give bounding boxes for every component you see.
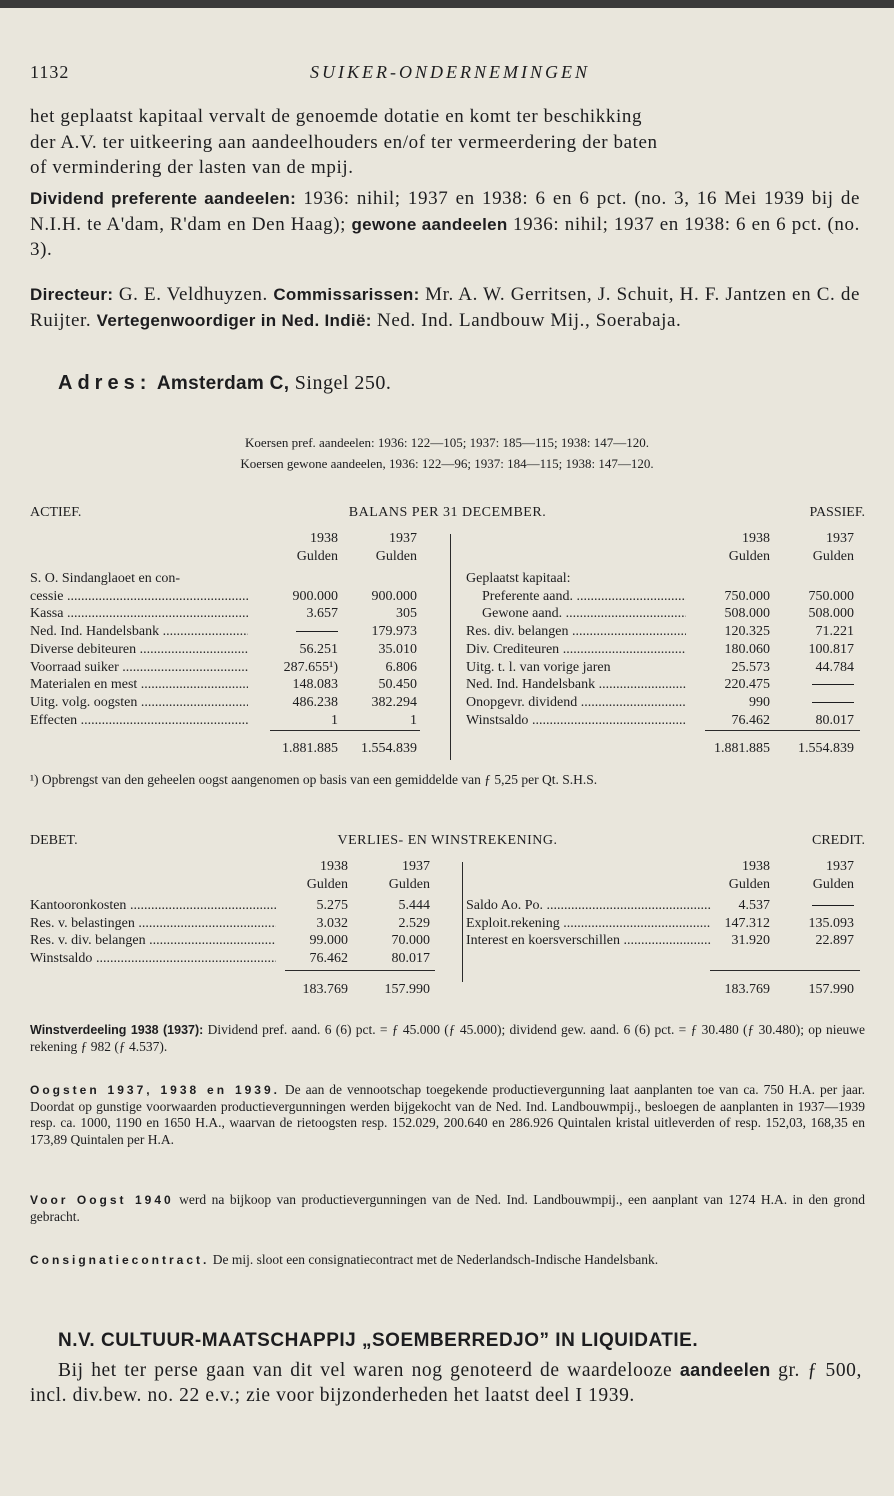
- dividend-paragraph: [30, 186, 860, 263]
- row-label: Interest en koersverschillen .....: [466, 932, 711, 949]
- running-title: SUIKER-ONDERNEMINGEN: [310, 62, 590, 82]
- oogsten-label: Oogsten 1937, 1938 en 1939.: [30, 1083, 280, 1097]
- row-value-1938: 3.032: [316, 915, 348, 931]
- row-value-1938: 99.000: [309, 933, 348, 948]
- intro-line: of vermindering der lasten van de mpij.: [30, 157, 354, 178]
- total-rule: [710, 970, 860, 971]
- row-value-1938: 31.920: [731, 933, 770, 948]
- row-label: Uitg. t. l. van vorige jaren: [466, 659, 611, 675]
- row-label: S. O. Sindanglaoet en con-: [30, 571, 181, 586]
- year-1937: 1937: [826, 859, 854, 874]
- scan-top-edge: [0, 0, 894, 8]
- row-value-1938: [260, 623, 338, 640]
- address-street: Singel 250.: [289, 372, 392, 394]
- oogsten-text: De aan de vennootschap toegekende productievergunning laat aanplanten toe van ca. 750 H.A. per jaar. Doordat op gunstige voorwaarden productievergunningen werden bijgekocht van de Ned. Ind. Landbouwmpij., besloegen de aanplanten in 1937—1939 resp. ca. 1000, 1190 en 1650 H.A., waarvan de rietoogsten resp. 152.029, 200.640 en 286.926 Quintalen kristal uitleverden of resp. 152,03, 168,35 en 173,89 Quintalen per H.A.: [30, 1082, 865, 1147]
- consignatie-note: [30, 1252, 865, 1269]
- unit-label: Gulden: [306, 877, 348, 892]
- year-1938: 1938: [320, 859, 348, 874]
- row-value-1937: 135.093: [808, 915, 854, 931]
- oogst1940-label: Voor Oogst 1940: [30, 1193, 174, 1207]
- row-label: Geplaatst kapitaal:: [466, 571, 571, 586]
- row-value-1937: 22.897: [815, 933, 854, 948]
- winstverdeeling-note: [30, 1022, 865, 1055]
- row-label: Materialen en mest .....: [30, 676, 248, 693]
- row-value-1938: 148.083: [292, 677, 338, 693]
- column-divider: [450, 534, 451, 760]
- row-value-1937: 1: [410, 712, 417, 728]
- dash-mark: [296, 631, 338, 632]
- row-value-1937: 305: [396, 606, 417, 622]
- winst-label: Winstverdeeling 1938 (1937):: [30, 1023, 204, 1037]
- row-value-1938: 220.475: [724, 677, 770, 693]
- people-paragraph: [30, 282, 860, 333]
- total-rule: [705, 730, 860, 731]
- address: [58, 372, 391, 395]
- balans-table: [30, 530, 865, 770]
- row-label: Exploit.rekening .....: [466, 915, 711, 932]
- balans-footnote: [30, 772, 865, 789]
- next-company-bold: aandeelen: [679, 1360, 771, 1380]
- oogsten-note: [30, 1082, 865, 1148]
- row-label: cessie .....: [30, 588, 248, 605]
- commissarissen-names: Mr. A. W. Gerritsen, J. Schuit, H. F. Jantzen en C. de Ruijter.: [30, 284, 860, 331]
- row-value-1937: 6.806: [385, 659, 417, 675]
- row-value-1937: 71.221: [815, 624, 854, 640]
- row-value-1938: 508.000: [724, 606, 770, 622]
- row-label: Ned. Ind. Handelsbank .....: [30, 623, 248, 640]
- row-value-1938: 3.657: [306, 606, 338, 622]
- oogst1940-note: [30, 1192, 865, 1225]
- dash-mark: [812, 684, 854, 685]
- year-1937: 1937: [402, 859, 430, 874]
- row-value-1937: 70.000: [391, 933, 430, 948]
- row-value-1937: 35.010: [378, 641, 417, 657]
- year-1938: 1938: [742, 531, 770, 546]
- next-company-text-a: Bij het ter perse gaan van dit vel waren nog genoteerd de waardelooze: [58, 1360, 680, 1381]
- row-label: Saldo Ao. Po. .....: [466, 897, 711, 914]
- year-1938: 1938: [742, 859, 770, 874]
- row-value-1937: 50.450: [378, 677, 417, 693]
- total-credit-1937: 157.990: [808, 982, 854, 997]
- actief-heading: ACTIEF.: [30, 505, 82, 520]
- row-value-1937: 382.294: [371, 694, 417, 710]
- row-label: Res. v. div. belangen .....: [30, 932, 276, 949]
- running-header: [30, 62, 870, 88]
- balans-title: BALANS PER 31 DECEMBER.: [348, 505, 547, 520]
- koersen-pref: Koersen pref. aandeelen: 1936: 122—105; 1937: 185—115; 1938: 147—120.: [245, 435, 649, 450]
- intro-line: het geplaatst kapitaal vervalt de genoemde dotatie en komt ter beschikking: [30, 106, 643, 127]
- commissarissen-label: Commissarissen:: [273, 285, 420, 304]
- next-company-title: N.V. CULTUUR-MAATSCHAPPIJ „SOEMBERREDJO” IN LIQUIDATIE.: [58, 1330, 699, 1351]
- unit-label: Gulden: [728, 877, 770, 892]
- intro-paragraph: [30, 104, 860, 181]
- row-value-1937: 5.444: [398, 898, 430, 913]
- total-credit-1938: 183.769: [724, 982, 770, 997]
- row-value-1937: 508.000: [808, 606, 854, 622]
- row-value-1937: [786, 694, 854, 711]
- row-value-1937: [784, 897, 854, 914]
- intro-line: der A.V. ter uitkeering aan aandeelhouders en/of ter vermeerdering der baten: [30, 131, 658, 153]
- row-label: Div. Crediteuren .....: [466, 641, 686, 658]
- next-company-text-b: gr. ƒ 500, incl. div.bew. no. 22 e.v.; zie voor bijzonderheden het laatst deel I 1939.: [30, 1360, 862, 1406]
- row-label: Ned. Ind. Handelsbank .....: [466, 676, 686, 693]
- unit-label: Gulden: [296, 549, 338, 564]
- unit-label: Gulden: [812, 549, 854, 564]
- debet-heading: DEBET.: [30, 833, 78, 848]
- row-value-1938: 486.238: [292, 694, 338, 710]
- year-1937: 1937: [389, 531, 417, 546]
- dash-mark: [812, 702, 854, 703]
- row-label: Winstsaldo .....: [466, 712, 686, 729]
- year-1937: 1937: [826, 531, 854, 546]
- total-passief-1938: 1.881.885: [714, 741, 770, 756]
- row-label: Kassa .....: [30, 605, 248, 622]
- row-value-1938: 180.060: [724, 641, 770, 657]
- row-label: Gewone aand. .....: [482, 605, 686, 622]
- unit-label: Gulden: [728, 549, 770, 564]
- row-label: Winstsaldo .....: [30, 950, 276, 967]
- koersen-gewone: Koersen gewone aandeelen, 1936: 122—96; 1937: 184—115; 1938: 147—120.: [240, 456, 654, 471]
- row-value-1938: 25.573: [731, 659, 770, 675]
- row-label: Uitg. volg. oogsten .....: [30, 694, 248, 711]
- vw-title: VERLIES- EN WINSTREKENING.: [337, 833, 558, 848]
- directeur-name: G. E. Veldhuyzen.: [113, 284, 268, 305]
- consignatie-label: Consignatiecontract.: [30, 1253, 210, 1267]
- row-value-1937: 80.017: [815, 712, 854, 728]
- total-actief-1937: 1.554.839: [361, 741, 417, 756]
- row-value-1938: 1: [331, 712, 338, 728]
- dividend-gew-text: 1936: nihil; 1937 en 1938: 6 en 6 pct. (no. 3).: [30, 213, 860, 260]
- row-value-1937: 100.817: [808, 641, 854, 657]
- column-divider: [462, 862, 463, 982]
- row-value-1937: 2.529: [398, 915, 430, 931]
- address-label: Adres:: [58, 372, 152, 394]
- vertegenwoordiger-name: Ned. Ind. Landbouw Mij., Soerabaja.: [371, 309, 682, 331]
- dividend-pref-label: Dividend preferente aandeelen:: [30, 189, 297, 208]
- dividend-pref-text: 1936: nihil; 1937 en 1938: 6 en 6 pct. (no. 3, 16 Mei 1939 bij de N.I.H. te A'dam, R'dam en Den Haag);: [30, 188, 860, 235]
- row-value-1938: 5.275: [316, 898, 348, 913]
- next-company-paragraph: [30, 1358, 862, 1408]
- row-label: Effecten .....: [30, 712, 248, 729]
- dash-mark: [812, 905, 854, 906]
- passief-heading: PASSIEF.: [809, 505, 865, 520]
- row-value-1938: 56.251: [299, 641, 338, 657]
- total-actief-1938: 1.881.885: [282, 741, 338, 756]
- row-value-1938: 76.462: [309, 950, 348, 966]
- total-debet-1938: 183.769: [302, 982, 348, 997]
- row-value-1938: 120.325: [724, 624, 770, 640]
- row-value-1938: 147.312: [724, 915, 770, 931]
- row-label: Diverse debiteuren .....: [30, 641, 248, 658]
- total-debet-1937: 157.990: [384, 982, 430, 997]
- row-value-1938: 750.000: [724, 588, 770, 604]
- credit-heading: CREDIT.: [811, 833, 865, 848]
- winst-text: Dividend pref. aand. 6 (6) pct. = ƒ 45.000 (ƒ 45.000); dividend gew. aand. 6 (6) pct. = ƒ 30.480 (ƒ 30.480); op nieuwe rekening ƒ 982 (ƒ 4.537).: [30, 1022, 866, 1054]
- row-label: Preferente aand. .....: [482, 588, 686, 605]
- address-city: Amsterdam C,: [156, 373, 290, 394]
- row-value-1937: 179.973: [371, 624, 417, 640]
- row-value-1937: 80.017: [391, 950, 430, 966]
- row-value-1938: 900.000: [292, 588, 338, 604]
- row-label: Res. v. belastingen .....: [30, 915, 276, 932]
- koersen-block: [0, 432, 894, 474]
- page-number: 1132: [30, 62, 70, 82]
- unit-label: Gulden: [388, 877, 430, 892]
- total-rule: [270, 730, 420, 731]
- total-rule: [285, 970, 435, 971]
- vertegenwoordiger-label: Vertegenwoordiger in Ned. Indië:: [96, 310, 372, 330]
- directeur-label: Directeur:: [30, 285, 114, 304]
- row-value-1938: 76.462: [731, 712, 770, 728]
- row-label: Res. div. belangen .....: [466, 623, 686, 640]
- row-label: Onopgevr. dividend .....: [466, 694, 686, 711]
- vw-table: [30, 858, 865, 1008]
- row-value-1937: 750.000: [808, 588, 854, 604]
- dividend-gew-label: gewone aandeelen: [351, 214, 508, 234]
- unit-label: Gulden: [375, 549, 417, 564]
- consignatie-text: De mij. sloot een consignatiecontract met de Nederlandsch-Indische Handelsbank.: [209, 1252, 659, 1267]
- row-label: Voorraad suiker .....: [30, 659, 248, 676]
- footnote-text: ¹) Opbrengst van den geheelen oogst aangenomen op basis van een gemiddelde van ƒ 5,25 per Qt. S.H.S.: [30, 772, 598, 787]
- row-value-1938: 990: [749, 694, 770, 710]
- row-value-1938: 4.537: [738, 898, 770, 913]
- total-passief-1937: 1.554.839: [798, 741, 854, 756]
- row-value-1937: [786, 676, 854, 693]
- oogst1940-text: werd na bijkoop van productievergunningen van de Ned. Ind. Landbouwmpij., een aanplant van 1274 H.A. in den grond gebracht.: [30, 1192, 865, 1224]
- unit-label: Gulden: [812, 877, 854, 892]
- row-value-1938: 287.655¹): [283, 659, 338, 675]
- row-value-1937: 900.000: [371, 588, 417, 604]
- row-value-1937: 44.784: [815, 659, 854, 675]
- year-1938: 1938: [310, 531, 338, 546]
- row-label: Kantooronkosten .....: [30, 897, 276, 914]
